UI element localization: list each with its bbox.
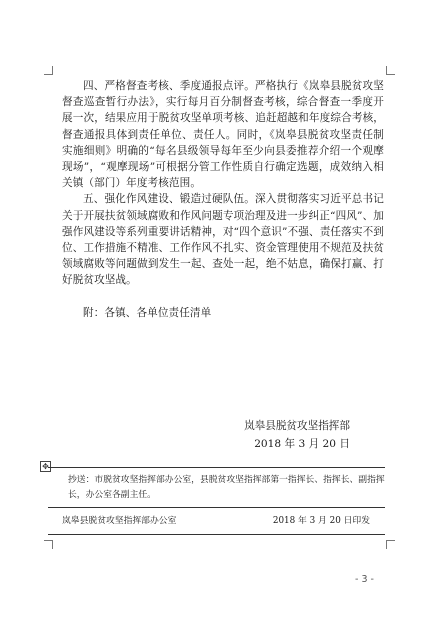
issuer-office[interactable]: 岚皋县脱贫攻坚指挥部办公室 <box>62 516 177 526</box>
issue-date[interactable]: 2018 年 3 月 20 日印发 <box>272 516 370 526</box>
page-number: - 3 - <box>355 574 374 585</box>
crop-mark-top-left <box>44 66 53 75</box>
cc-text[interactable]: 抄送：市脱贫攻坚指挥部办公室，县脱贫攻坚指挥部第一指挥长、指挥长、副指挥长，办公室各副主任。 <box>68 475 385 500</box>
crop-mark-bottom-left <box>44 540 53 549</box>
crop-mark-bottom-right <box>386 540 395 549</box>
signature-date[interactable]: 2018 年 3 月 20 日 <box>254 438 350 450</box>
signature-org[interactable]: 岚皋县脱贫攻坚指挥部 <box>244 420 350 432</box>
paragraph-supervision[interactable]: 四、严格督查考核、季度通报点评。严格执行《岚皋县脱贫攻坚督查巡查暂行办法》，实行每月百分制督查考核，综合督查一季度开展一次，结果应用于脱贫攻坚单项考核、追赶超越和年度综合考核，督查通报具体到责任单位、责任人。同时，《岚皋县脱贫攻坚责任制实施细则》明确的“每名县级领导每年至少向县委推荐介绍一个观摩现场”，“观摩现场”可根据分管工作性质自行确定选题，成效纳入相关镇（部门）年度考核范围。 <box>62 80 384 190</box>
cc-table[interactable] <box>48 467 385 508</box>
attachment-line[interactable]: 附：各镇、各单位责任清单 <box>83 306 212 319</box>
body-text[interactable] <box>62 78 384 321</box>
paragraph-work-style[interactable]: 五、强化作风建设、锻造过硬队伍。深入贯彻落实习近平总书记关于开展扶贫领域腐败和作风问题专项治理及进一步纠正“四风”、加强作风建设等系列重要讲话精神，对“四个意识”不强、责任落实不到位、工作措施不精准、工作作风不扎实、资金管理使用不规范及扶贫领域腐败等问题做到发生一起、查处一起，绝不姑息，确保打赢、打好脱贫攻坚战。 <box>62 193 384 287</box>
issue-row[interactable] <box>48 508 385 535</box>
crop-mark-top-right <box>386 66 395 75</box>
table-move-handle-icon[interactable]: ✥ <box>40 461 51 472</box>
